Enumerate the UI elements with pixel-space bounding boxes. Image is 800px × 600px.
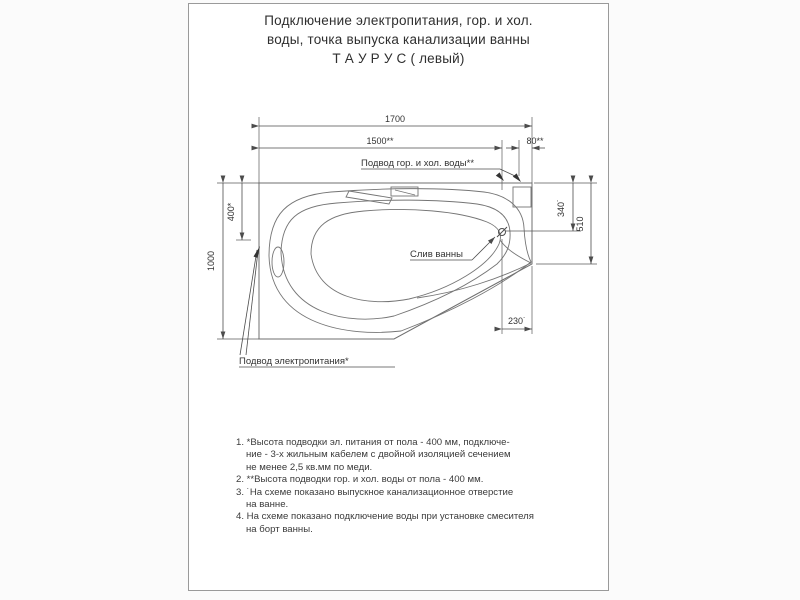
dim-text-510: 510 bbox=[575, 216, 585, 232]
note-line: 2. **Высота подводки гор. и хол. воды от пола - 400 мм. bbox=[236, 474, 484, 486]
dim-text-230: 230˙ bbox=[507, 316, 527, 326]
note-line: на борт ванны. bbox=[246, 523, 313, 535]
dim-text-1000: 1000 bbox=[206, 250, 216, 272]
note-line: 4. На схеме показано подключение воды при установке смесителя bbox=[236, 511, 534, 523]
note-line: на ванне. bbox=[246, 499, 289, 511]
rim-step-diagonal bbox=[395, 190, 415, 195]
note-line: ние - 3-х жильным кабелем с двойной изоляцией сечением bbox=[246, 449, 511, 461]
headrest-block bbox=[513, 187, 531, 207]
title-line-3: Т А У Р У С ( левый) bbox=[332, 51, 465, 66]
dimension-labels-group bbox=[206, 114, 585, 326]
dim-text-1500: 1500** bbox=[366, 136, 394, 146]
title-line-1: Подключение электропитания, гор. и хол. bbox=[264, 13, 533, 28]
notes-block bbox=[236, 437, 586, 536]
note-line: 1. *Высота подводки эл. питания от пола - 400 мм, подключе- bbox=[236, 437, 510, 448]
power-leader-2 bbox=[246, 251, 258, 355]
corner-to-drain-curve bbox=[500, 240, 531, 263]
drain-leader bbox=[472, 237, 495, 260]
tub-bowl bbox=[311, 209, 501, 301]
water-arrow-2-icon bbox=[513, 173, 521, 182]
dim-text-340: 340˙ bbox=[556, 198, 566, 218]
water-arrow-1-icon bbox=[496, 172, 504, 181]
drain-label: Слив ванны bbox=[410, 249, 463, 260]
power-supply-label: Подвод электропитания* bbox=[239, 356, 349, 367]
tub-outer-rim bbox=[269, 189, 531, 333]
title-line-2: воды, точка выпуска канализации ванны bbox=[267, 32, 530, 47]
dim-text-80: 80** bbox=[526, 136, 544, 146]
drain-symbol-group bbox=[497, 227, 507, 237]
note-line: 3. ˙На схеме показано выпускное канализационное отверстие bbox=[236, 486, 514, 498]
dim-text-1700: 1700 bbox=[384, 114, 406, 124]
bowl-drain-sweep bbox=[417, 263, 531, 298]
water-supply-label: Подвод гор. и хол. воды** bbox=[361, 158, 475, 169]
leader-lines-group bbox=[239, 169, 521, 367]
tub-curves-group bbox=[269, 187, 531, 332]
dim-text-400: 400* bbox=[226, 202, 236, 222]
drawing-sheet bbox=[188, 3, 609, 591]
note-line: не менее 2,5 кв.мм по меди. bbox=[246, 461, 373, 473]
extension-lines-group bbox=[217, 117, 597, 339]
